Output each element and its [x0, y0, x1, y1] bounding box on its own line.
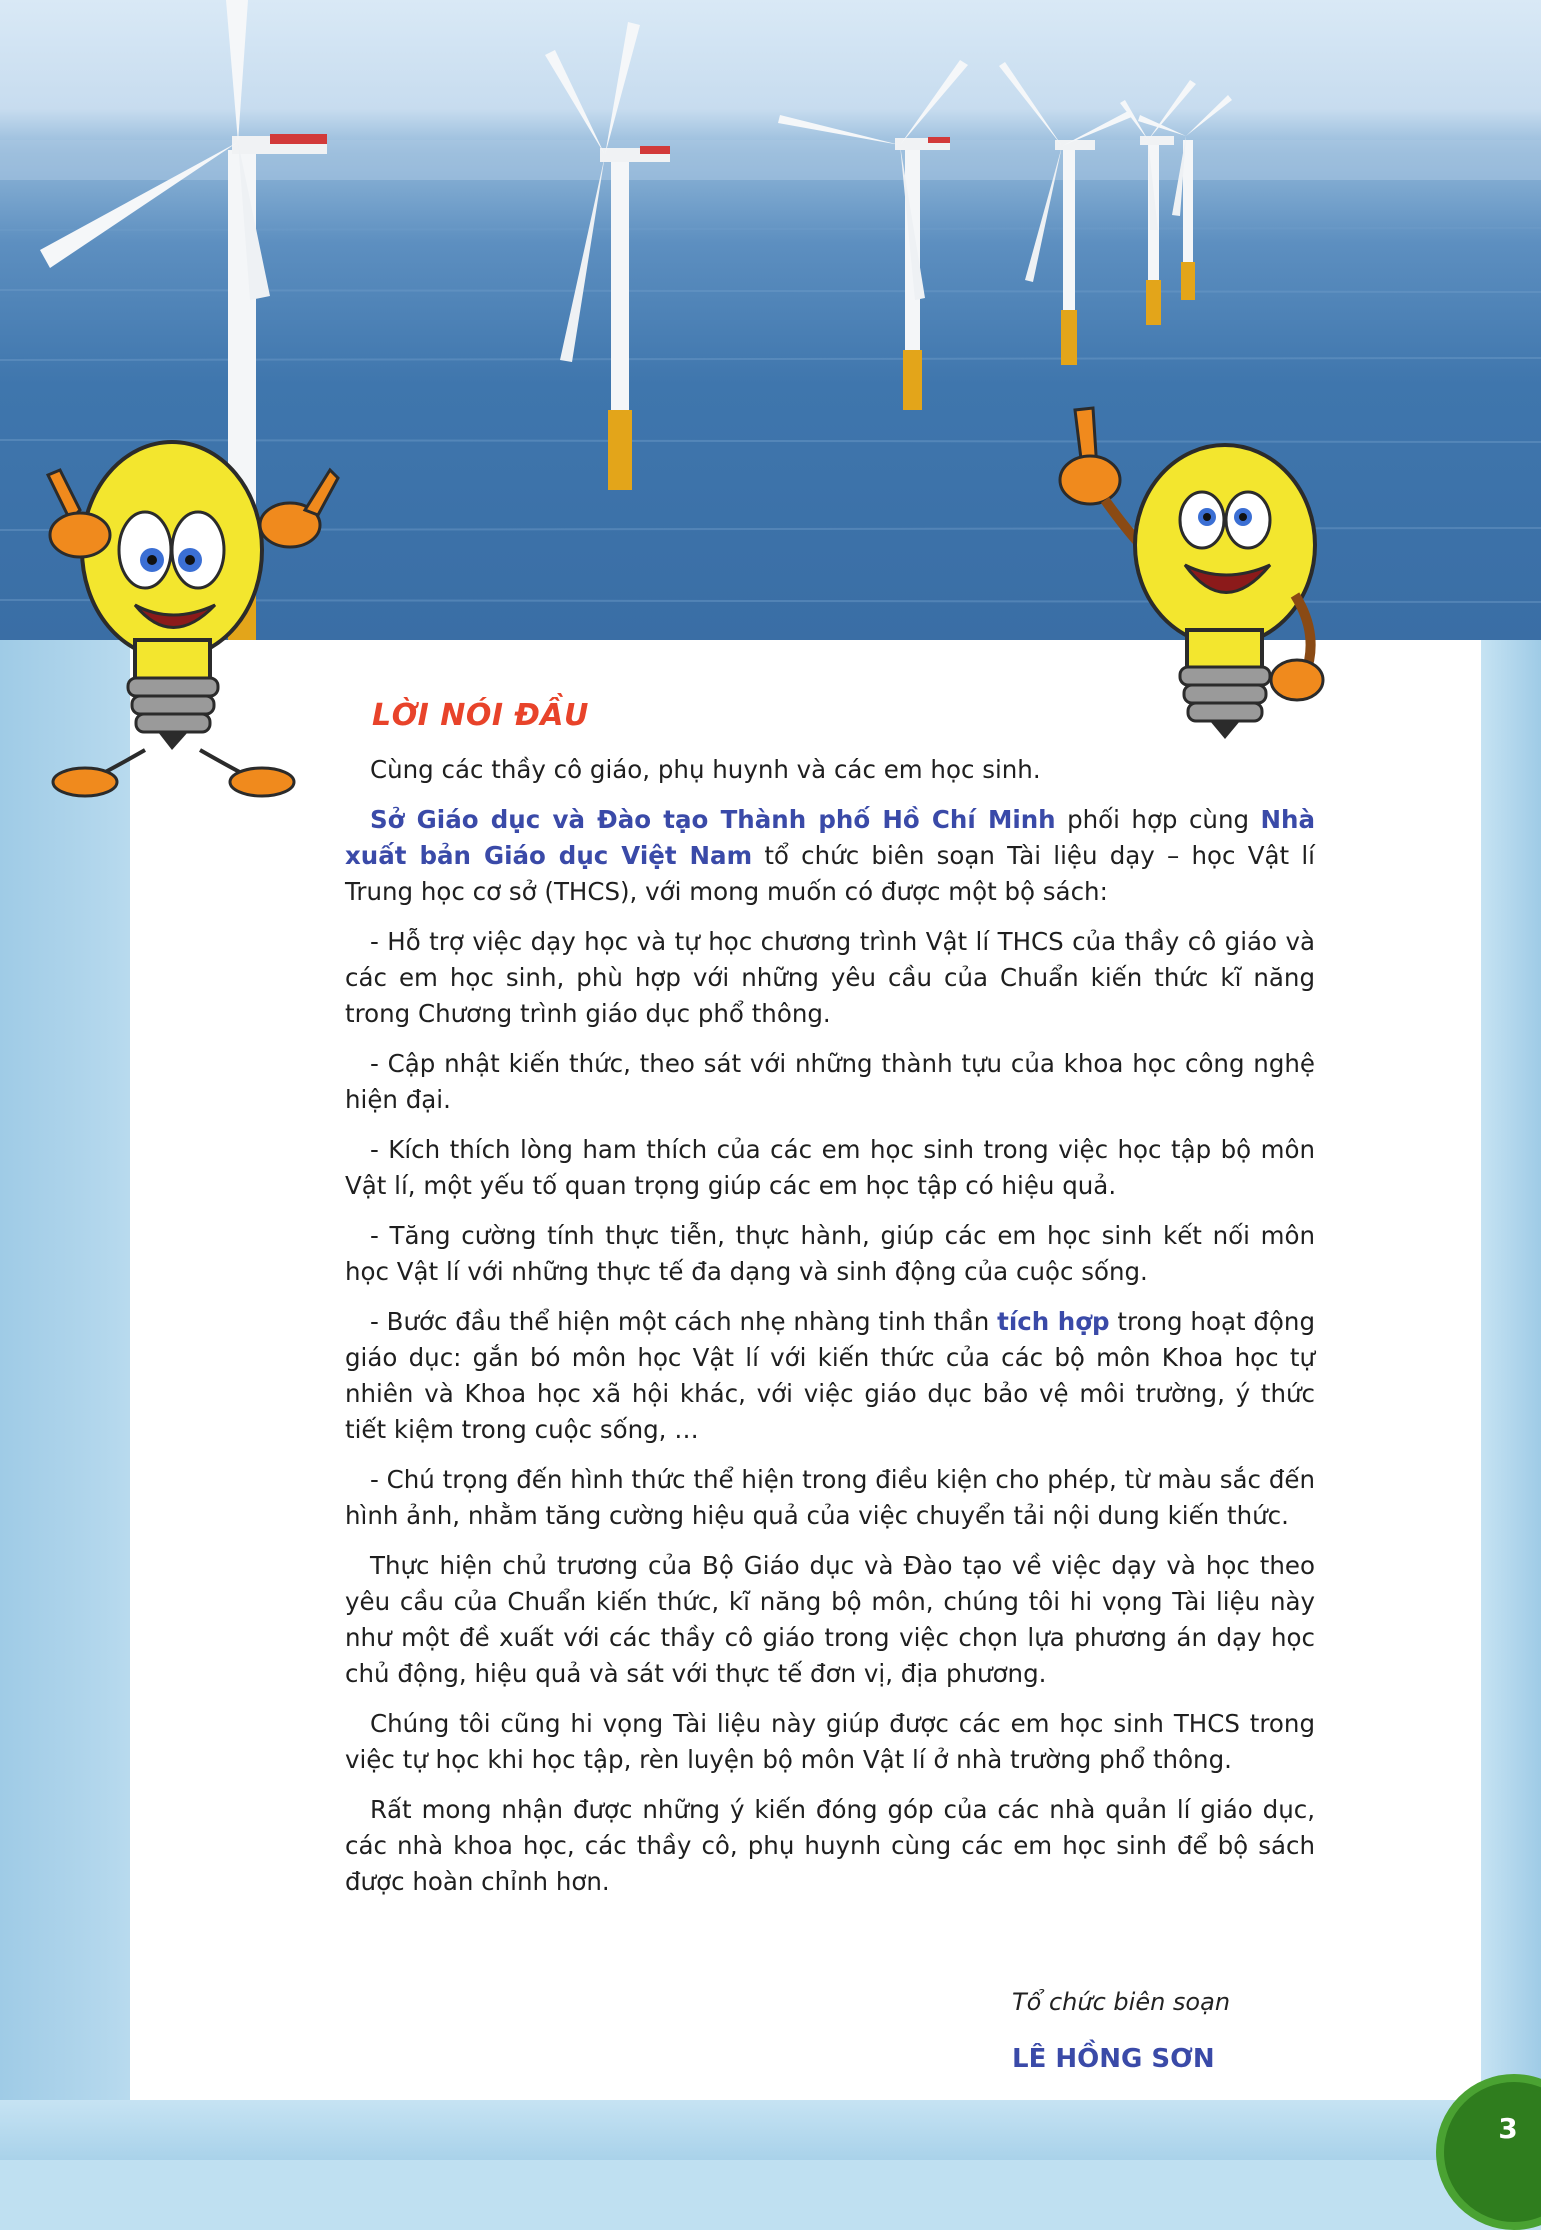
bullet-paragraph: - Hỗ trợ việc dạy học và tự học chương trình Vật lí THCS của thầy cô giáo và các em học sinh, phù hợp với những yêu cầu của Chuẩn kiến thức kĩ năng trong Chương trình giáo dục phổ thông.: [345, 927, 1315, 1028]
bullet-paragraph: - Cập nhật kiến thức, theo sát với những thành tựu của khoa học công nghệ hiện đại.: [345, 1049, 1315, 1114]
policy-paragraph: Thực hiện chủ trương của Bộ Giáo dục và Đào tạo về việc dạy và học theo yêu cầu của Chuẩn kiến thức, kĩ năng bộ môn, chúng tôi hi vọng Tài liệu này như một đề xuất với các thầy cô giáo trong việc chọn lựa phương án dạy học chủ động, hiệu quả và sát với thực tế đơn vị, địa phương.: [345, 1551, 1315, 1688]
lightbulb-mascot-left-icon: [40, 420, 340, 810]
bullet-paragraph: - Chú trọng đến hình thức thể hiện trong điều kiện cho phép, từ màu sắc đến hình ảnh, nhằm tăng cường hiệu quả của việc chuyển tải nội dung kiến thức.: [345, 1465, 1315, 1530]
wind-turbine: [778, 60, 968, 410]
intro-paragraph: [345, 802, 1315, 910]
signature-role: Tổ chức biên soạn: [1012, 1988, 1231, 2016]
org-name-publisher: Nhà xuất bản Giáo dục Việt Nam: [345, 805, 1315, 870]
preface-body: [345, 690, 1315, 1914]
signature-name: LÊ HỒNG SƠN: [1012, 2044, 1215, 2074]
left-margin-band: [0, 640, 130, 2160]
bottom-margin-band: [0, 2100, 1541, 2160]
right-margin-band: [1481, 640, 1541, 2160]
bullet-text: - Bước đầu thể hiện một cách nhẹ nhàng tinh thần: [370, 1307, 998, 1336]
bullet-paragraph: - Kích thích lòng ham thích của các em học sinh trong việc học tập bộ môn Vật lí, một yếu tố quan trọng giúp các em học tập có hiệu quả.: [345, 1135, 1315, 1200]
page-number: 3: [1498, 2112, 1518, 2145]
bullet-paragraph: [345, 1304, 1315, 1448]
intro-text: tổ chức biên soạn Tài liệu dạy – học Vật lí Trung học cơ sở (THCS), với mong muốn có được một bộ sách:: [345, 841, 1315, 906]
keyword-integration: tích hợp: [997, 1307, 1110, 1336]
page-title: LỜI NÓI ĐẦU: [372, 698, 589, 733]
students-paragraph: Chúng tôi cũng hi vọng Tài liệu này giúp được các em học sinh THCS trong việc tự học khi học tập, rèn luyện bộ môn Vật lí ở nhà trường phổ thông.: [345, 1709, 1315, 1774]
feedback-paragraph: Rất mong nhận được những ý kiến đóng góp của các nhà quản lí giáo dục, các nhà khoa học, các thầy cô, phụ huynh cùng các em học sinh để bộ sách được hoàn chỉnh hơn.: [345, 1795, 1315, 1896]
intro-text: phối hợp cùng: [1055, 805, 1261, 834]
bullet-paragraph: - Tăng cường tính thực tiễn, thực hành, giúp các em học sinh kết nối môn học Vật lí với những thực tế đa dạng và sinh động của cuộc sống.: [345, 1221, 1315, 1286]
org-name-hcmc-department: Sở Giáo dục và Đào tạo Thành phố Hồ Chí Minh: [370, 805, 1056, 834]
wind-turbine: [545, 22, 670, 490]
greeting-paragraph: Cùng các thầy cô giáo, phụ huynh và các em học sinh.: [370, 755, 1041, 784]
wind-turbine: [999, 62, 1134, 365]
bullet-text: trong hoạt động giáo dục: gắn bó môn học Vật lí với kiến thức của các bộ môn Khoa học tự nhiên và Khoa học xã hội khác, với việc giáo dục bảo vệ môi trường, ý thức tiết kiệm trong cuộc sống, …: [345, 1307, 1315, 1444]
